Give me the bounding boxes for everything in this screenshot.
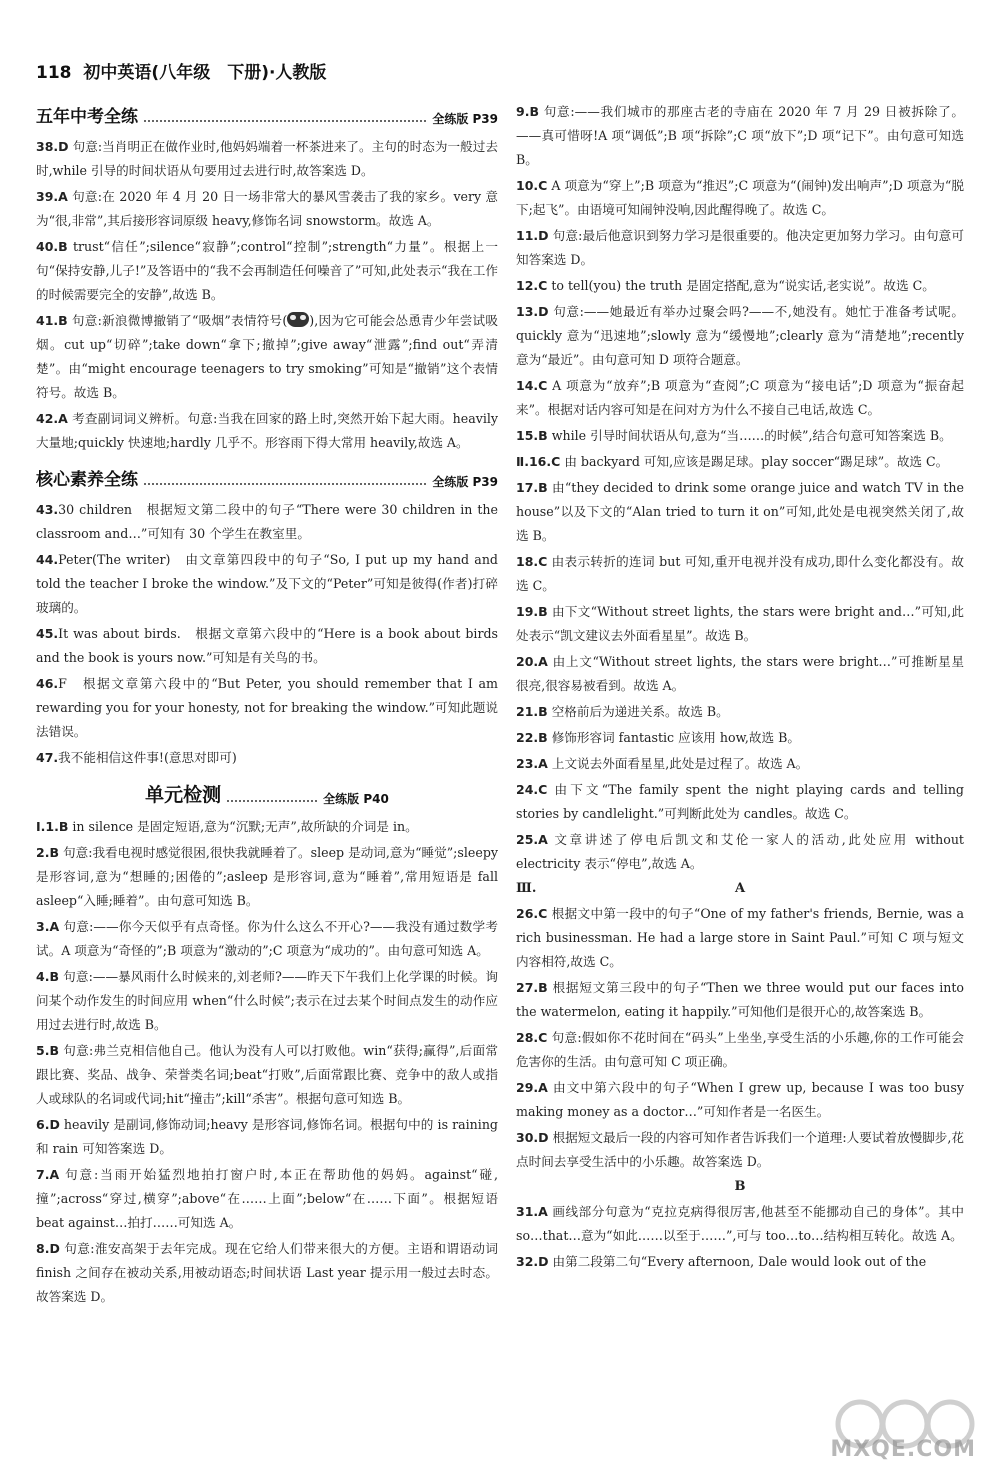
dotted-leader bbox=[144, 120, 426, 122]
answer-item bbox=[516, 550, 964, 598]
answer-text: 句意:我看电视时感觉很困,很快我就睡着了。sleep 是动词,意为“睡觉”;sleepy 是形容词,意为“想睡的;困倦的”;asleep 是形容词,意为“睡着”,常用短语是 fall asleep“入睡;睡着”。由句意可知选 B。 bbox=[36, 845, 498, 908]
running-header bbox=[36, 58, 326, 83]
answer-number: 28.C bbox=[516, 1030, 548, 1045]
answer-item bbox=[36, 309, 498, 405]
answer-text: 修饰形容词 fantastic 应该用 how,故选 B。 bbox=[551, 730, 800, 745]
answer-text: A 项意为“穿上”;B 项意为“推迟”;C 项意为“(闹钟)发出响声”;D 项意为“脱下;起飞”。由语境可知闹钟没响,因此醒得晚了。故选 C。 bbox=[516, 178, 964, 217]
answer-item bbox=[516, 1250, 964, 1274]
book-title: 初中英语(八年级 下册)·人教版 bbox=[83, 63, 327, 83]
answer-number: 27.B bbox=[516, 980, 548, 995]
answer-text: 句意:当雨开始猛烈地拍打窗户时,本正在帮助他的妈妈。against“碰,撞”;across“穿过,横穿”;above“在……上面”;below“在……下面”。根据短语 beat against…拍打……可知选 A。 bbox=[36, 1167, 498, 1230]
answer-number: 41.B bbox=[36, 313, 68, 328]
answer-number: 13.D bbox=[516, 304, 549, 319]
section-ref: 全练版 P39 bbox=[432, 112, 498, 126]
answer-item bbox=[516, 174, 964, 222]
passage-label-a: A bbox=[734, 881, 746, 896]
answer-item bbox=[516, 100, 964, 172]
part-number: Ⅲ. bbox=[516, 881, 537, 896]
answer-number: 47. bbox=[36, 750, 59, 765]
answer-item bbox=[516, 450, 964, 474]
answer-text: A 项意为“放弃”;B 项意为“查阅”;C 项意为“接电话”;D 项意为“振奋起来”。根据对话内容可知是在问对方为什么不接自己电话,故选 C。 bbox=[516, 378, 964, 417]
answer-number: 2.B bbox=[36, 845, 59, 860]
answer-text: 30 children 根据短文第二段中的句子“There were 30 children in the classroom and…”可知有 30 个学生在教室里。 bbox=[36, 502, 498, 541]
answer-text: 根据文中第一段中的句子“One of my father's friends, Bernie, was a rich businessman. He had a large store in Saint Paul.”可知 C 项与短文内容相符,故选 C。 bbox=[516, 906, 964, 969]
answer-item bbox=[516, 828, 964, 876]
answer-item bbox=[516, 274, 964, 298]
answer-text: 句意:——我们城市的那座古老的寺庙在 2020 年 7 月 29 日被拆除了。——真可惜呀!A 项“调低”;B 项“拆除”;C 项“放下”;D 项“记下”。由句意可知选 B。 bbox=[516, 104, 964, 167]
answer-item bbox=[516, 700, 964, 724]
answer-text: 句意:——你今天似乎有点奇怪。你为什么这么不开心?——我没有通过数学考试。A 项意为“奇怪的”;B 项意为“激动的”;C 项意为“成功的”。由句意可知选 A。 bbox=[36, 919, 498, 958]
answer-text: It was about birds. 根据文章第六段中的“Here is a book about birds and the book is yours now.”可知是有关鸟的书。 bbox=[36, 626, 498, 665]
answer-number: 6.D bbox=[36, 1117, 60, 1132]
answer-number: 32.D bbox=[516, 1254, 549, 1269]
answer-item bbox=[36, 622, 498, 670]
answer-text: F 根据文章第六段中的“But Peter, you should remember that I am rewarding you for your honesty, not for breaking the window.”可知此题说法错误。 bbox=[36, 676, 498, 739]
answer-text: 句意:弗兰克相信他自己。他认为没有人可以打败他。win“获得;赢得”,后面常跟比赛、奖品、战争、荣誉类名词;beat“打败”,后面常跟比赛、竞争中的敌人或指人或球队的名词或代词;hit“撞击”;kill“杀害”。根据句意可知选 B。 bbox=[36, 1043, 498, 1106]
answer-item bbox=[516, 1200, 964, 1248]
answer-text: 句意:在 2020 年 4 月 20 日一场非常大的暴风雪袭击了我的家乡。very 意为“很,非常”,其后接形容词原级 heavy,修饰名词 snowstorm。故选 A。 bbox=[36, 189, 498, 228]
answer-item bbox=[36, 1113, 498, 1161]
answer-number: 10.C bbox=[516, 178, 548, 193]
answer-item bbox=[516, 650, 964, 698]
answer-text: 由第二段第二句“Every afternoon, Dale would look out of the bbox=[552, 1254, 927, 1269]
smoking-emoji-icon bbox=[287, 312, 309, 327]
answer-item bbox=[516, 300, 964, 372]
answer-number: Ⅰ.1.B bbox=[36, 819, 69, 834]
dotted-leader bbox=[144, 483, 426, 485]
answer-number: 42.A bbox=[36, 411, 68, 426]
answer-number: 25.A bbox=[516, 832, 548, 847]
answer-text: heavily 是副词,修饰动词;heavy 是形容词,修饰名词。根据句中的 is raining 和 rain 可知答案选 D。 bbox=[36, 1117, 498, 1156]
answer-text: 由上文“Without street lights, the stars were bright…”可推断星星很亮,很容易被看到。故选 A。 bbox=[516, 654, 964, 693]
answer-number: 45. bbox=[36, 626, 59, 641]
answer-text: 句意:——她最近有举办过聚会吗?——不,她没有。她忙于准备考试呢。quickly 意为“迅速地”;slowly 意为“缓慢地”;clearly 意为“清楚地”;recently 意为“最近”。由句意可知 D 项符合题意。 bbox=[516, 304, 964, 367]
answer-text: 上文说去外面看星星,此处是过程了。故选 A。 bbox=[551, 756, 809, 771]
answer-item bbox=[516, 600, 964, 648]
answer-item bbox=[516, 224, 964, 272]
answer-text: 句意:当肖明正在做作业时,他妈妈端着一杯茶进来了。主句的时态为一般过去时,while 引导的时间状语从句要用过去进行时,故答案选 D。 bbox=[36, 139, 498, 178]
answer-text: 句意:假如你不花时间在“码头”上坐坐,享受生活的小乐趣,你的工作可能会危害你的生活。由句意可知 C 项正确。 bbox=[516, 1030, 964, 1069]
answer-item bbox=[36, 498, 498, 546]
page-number: 118 bbox=[36, 63, 72, 83]
answer-item bbox=[36, 746, 498, 770]
answer-text: 我不能相信这件事!(意思对即可) bbox=[58, 750, 237, 765]
answer-text: 画线部分句意为“克拉克病得很厉害,他甚至不能挪动自己的身体”。其中 so…that…意为“如此……以至于……”,可与 too…to…结构相互转化。故选 A。 bbox=[516, 1204, 964, 1243]
answer-text: ),因为它可能会怂恿青少年尝试吸烟。cut up“切碎”;take down“拿下;撤掉”;give away“泄露”;find out“弄清楚”。由“might encourage teenagers to try smoking”可知是“撤销”这个表情符号。故选 B。 bbox=[36, 313, 498, 400]
answer-text: 根据短文最后一段的内容可知作者告诉我们一个道理:人要试着放慢脚步,花点时间去享受生活中的小乐趣。故答案选 D。 bbox=[516, 1130, 964, 1169]
answer-number: 44. bbox=[36, 552, 59, 567]
answer-number: 8.D bbox=[36, 1241, 60, 1256]
answer-number: 17.B bbox=[516, 480, 548, 495]
answer-item bbox=[516, 476, 964, 548]
answer-number: 39.A bbox=[36, 189, 68, 204]
dotted-leader bbox=[227, 800, 317, 802]
answer-number: 12.C bbox=[516, 278, 548, 293]
answer-item bbox=[516, 424, 964, 448]
answer-number: Ⅱ.16.C bbox=[516, 454, 561, 469]
answer-text: 文章讲述了停电后凯文和艾伦一家人的活动,此处应用 without electricity 表示“停电”,故选 A。 bbox=[516, 832, 964, 871]
answer-item bbox=[516, 726, 964, 750]
section-title: 核心素养全练 bbox=[36, 470, 138, 490]
answer-number: 11.D bbox=[516, 228, 549, 243]
answer-number: 15.B bbox=[516, 428, 548, 443]
answer-text: 句意:——暴风雨什么时候来的,刘老师?——昨天下午我们上化学课的时候。询问某个动作发生的时间应用 when“什么时候”;表示在过去某个时间点发生的动作应用过去进行时,故选 B。 bbox=[36, 969, 499, 1032]
answer-text: Peter(The writer) 由文章第四段中的句子“So, I put up my hand and told the teacher I broke the window.”及下文的“Peter”可知是彼得(作者)打碎玻璃的。 bbox=[36, 552, 498, 615]
answer-item bbox=[36, 235, 498, 307]
answer-number: 43. bbox=[36, 502, 59, 517]
answer-item bbox=[36, 185, 498, 233]
answer-item bbox=[36, 1039, 498, 1111]
answer-number: 4.B bbox=[36, 969, 59, 984]
answer-text: trust“信任”;silence“寂静”;control“控制”;strength“力量”。根据上一句“保持安静,儿子!”及答语中的“我不会再制造任何噪音了”可知,此处表示“我在工作的时候需要完全的安静”,故选 B。 bbox=[36, 239, 498, 302]
answer-number: 3.A bbox=[36, 919, 60, 934]
answer-item bbox=[36, 815, 498, 839]
answer-number: 40.B bbox=[36, 239, 68, 254]
answer-number: 19.B bbox=[516, 604, 548, 619]
answer-text: 句意:新浪微博撤销了“吸烟”表情符号( bbox=[71, 313, 288, 328]
answer-item bbox=[36, 841, 498, 913]
answer-item bbox=[516, 1026, 964, 1074]
answer-item bbox=[36, 407, 498, 455]
right-column bbox=[516, 100, 964, 1276]
answer-text: 由 backyard 可知,应该是踢足球。play soccer“踢足球”。故选 C。 bbox=[564, 454, 949, 469]
section-header-unit-test bbox=[36, 780, 498, 807]
answer-item bbox=[36, 915, 498, 963]
answer-item bbox=[516, 778, 964, 826]
answer-text: in silence 是固定短语,意为“沉默;无声”,故所缺的介词是 in。 bbox=[72, 819, 418, 834]
answer-number: 24.C bbox=[516, 782, 548, 797]
answer-item bbox=[36, 965, 498, 1037]
answer-item bbox=[36, 548, 498, 620]
answer-item bbox=[36, 1163, 498, 1235]
answer-text: 句意:最后他意识到努力学习是很重要的。他决定更加努力学习。由句意可知答案选 D。 bbox=[516, 228, 964, 267]
watermark-text: MXQE.COM bbox=[830, 1437, 976, 1462]
section-header-five-year bbox=[36, 102, 498, 127]
answer-number: 21.B bbox=[516, 704, 548, 719]
section-header-core bbox=[36, 465, 498, 490]
answer-text: 由下文“Without street lights, the stars were bright and…”可知,此处表示“凯文建议去外面看星星”。故选 B。 bbox=[516, 604, 964, 643]
answer-number: 9.B bbox=[516, 104, 539, 119]
answer-number: 38.D bbox=[36, 139, 69, 154]
answer-text: to tell(you) the truth 是固定搭配,意为“说实话,老实说”。故选 C。 bbox=[551, 278, 935, 293]
answer-item bbox=[516, 752, 964, 776]
left-column bbox=[36, 100, 498, 1311]
answer-number: 31.A bbox=[516, 1204, 548, 1219]
answer-number: 22.B bbox=[516, 730, 548, 745]
answer-text: 由表示转折的连词 but 可知,重开电视并没有成功,即什么变化都没有。故选 C。 bbox=[516, 554, 964, 593]
answer-text: 句意:淮安高架于去年完成。现在它给人们带来很大的方便。主语和谓语动词 finish 之间存在被动关系,用被动语态;时间状语 Last year 提示用一般过去时态。故答案选 D。 bbox=[36, 1241, 498, 1304]
answer-item bbox=[36, 672, 498, 744]
answer-number: 5.B bbox=[36, 1043, 59, 1058]
answer-text: 由下文“The family spent the night playing cards and telling stories by candlelight.”可判断此处为 candles。故选 C。 bbox=[516, 782, 964, 821]
answer-number: 18.C bbox=[516, 554, 548, 569]
section-title: 单元检测 bbox=[145, 784, 222, 806]
answer-number: 26.C bbox=[516, 906, 548, 921]
answer-text: 由文中第六段中的句子“When I grew up, because I was too busy making money as a doctor…”可知作者是一名医生。 bbox=[516, 1080, 964, 1119]
answer-number: 20.A bbox=[516, 654, 548, 669]
answer-number: 46. bbox=[36, 676, 59, 691]
answer-item bbox=[36, 1237, 498, 1309]
section-title: 五年中考全练 bbox=[36, 107, 138, 127]
answer-text: 根据短文第三段中的句子“Then we three would put our faces into the watermelon, eating it happily.”可知他们是很开心的,故答案选 B。 bbox=[516, 980, 964, 1019]
answer-text: 空格前后为递进关系。故选 B。 bbox=[551, 704, 729, 719]
answer-number: 29.A bbox=[516, 1080, 548, 1095]
answer-number: 7.A bbox=[36, 1167, 60, 1182]
passage-label-b: B bbox=[734, 1179, 746, 1194]
answer-item bbox=[516, 1076, 964, 1124]
answer-text: while 引导时间状语从句,意为“当……的时候”,结合句意可知答案选 B。 bbox=[551, 428, 952, 443]
answer-item bbox=[516, 1126, 964, 1174]
answer-number: 23.A bbox=[516, 756, 548, 771]
answer-number: 14.C bbox=[516, 378, 548, 393]
answer-number: 30.D bbox=[516, 1130, 549, 1145]
answer-item bbox=[516, 976, 964, 1024]
answer-item bbox=[516, 374, 964, 422]
answer-item bbox=[36, 135, 498, 183]
answer-text: 考查副词词义辨析。句意:当我在回家的路上时,突然开始下起大雨。heavily 大量地;quickly 快速地;hardly 几乎不。形容雨下得大常用 heavily,故选 A。 bbox=[36, 411, 498, 450]
section-ref: 全练版 P39 bbox=[432, 475, 498, 489]
answer-item bbox=[516, 902, 964, 974]
answer-text: 由“they decided to drink some orange juice and watch TV in the house”以及下文的“Alan tried to turn it on”可知,此处是电视突然关闭了,故选 B。 bbox=[516, 480, 964, 543]
section-ref: 全练版 P40 bbox=[323, 792, 389, 806]
